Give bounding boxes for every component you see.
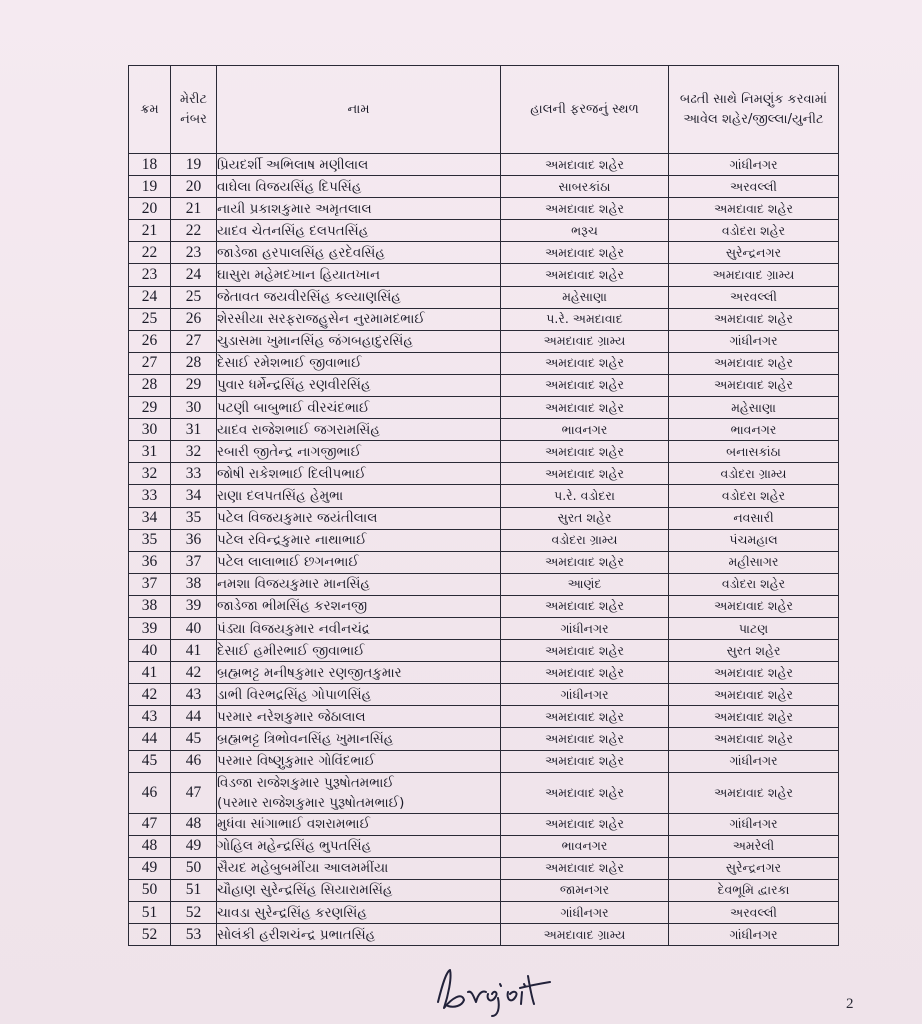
serial-cell: 26 [129,330,171,352]
merit-number-cell: 20 [171,176,217,198]
serial-cell: 20 [129,198,171,220]
table-row [129,419,839,441]
merit-number-cell: 24 [171,264,217,286]
current-posting-cell: અમદાવાદ શહેર [501,750,669,772]
table-body [129,154,839,946]
merit-number-cell: 21 [171,198,217,220]
current-posting-cell: અમદાવાદ શહેર [501,772,669,813]
table-row [129,857,839,879]
name-cell: રબારી જીતેન્દ્ર નાગજીભાઈ [217,441,501,463]
name-cell: દેસાઈ રમેશભાઈ જીવાભાઈ [217,352,501,374]
table-row [129,242,839,264]
name-cell: નાયી પ્રકાશકુમાર અમૃતલાલ [217,198,501,220]
header-serial: ક્રમ [129,66,171,154]
table-row [129,485,839,507]
current-posting-cell: ગાંધીનગર [501,617,669,639]
current-posting-cell: અમદાવાદ શહેર [501,640,669,662]
table-row [129,220,839,242]
serial-cell: 42 [129,684,171,706]
merit-number-cell: 31 [171,419,217,441]
promotion-posting-cell: અમરેલી [669,835,839,857]
promotion-posting-cell: અમદાવાદ શહેર [669,352,839,374]
serial-cell: 30 [129,419,171,441]
promotion-posting-cell: અમદાવાદ ગ્રામ્ય [669,264,839,286]
name-cell: પુવાર ધર્મેન્દ્રસિંહ રણવીરસિંહ [217,374,501,396]
table-row [129,728,839,750]
name-cell: બ્રહ્મભટ્ટ ત્રિભોવનસિંહ ખુમાનસિંહ [217,728,501,750]
name-cell: રાણા દલપતસિંહ હેમુભા [217,485,501,507]
merit-number-cell: 23 [171,242,217,264]
merit-number-cell: 42 [171,662,217,684]
current-posting-cell: અમદાવાદ શહેર [501,242,669,264]
table-header-row [129,66,839,154]
promotion-posting-cell: અરવલ્લી [669,176,839,198]
table-row [129,835,839,857]
promotion-posting-cell: અરવલ્લી [669,286,839,308]
current-posting-cell: વડોદરા ગ્રામ્ય [501,529,669,551]
promotion-posting-cell: નવસારી [669,507,839,529]
table-row [129,441,839,463]
name-cell: પંડ્યા વિજયકુમાર નવીનચંદ્ર [217,617,501,639]
serial-cell: 52 [129,924,171,946]
table-row [129,902,839,924]
table-row [129,879,839,901]
promotion-posting-cell: સુરત શહેર [669,640,839,662]
current-posting-cell: અમદાવાદ ગ્રામ્ય [501,330,669,352]
table-row [129,551,839,573]
promotion-posting-cell: પાટણ [669,617,839,639]
current-posting-cell: ભાવનગર [501,419,669,441]
table-row [129,662,839,684]
promotion-posting-cell: વડોદરા ગ્રામ્ય [669,463,839,485]
table-row [129,352,839,374]
table-row [129,595,839,617]
table-row [129,463,839,485]
serial-cell: 34 [129,507,171,529]
current-posting-cell: પ.રે. અમદાવાદ [501,308,669,330]
serial-cell: 21 [129,220,171,242]
merit-number-cell: 19 [171,154,217,176]
promotion-posting-cell: ગાંધીનગર [669,154,839,176]
merit-number-cell: 44 [171,706,217,728]
current-posting-cell: અમદાવાદ શહેર [501,397,669,419]
header-name: નામ [217,66,501,154]
merit-number-cell: 37 [171,551,217,573]
serial-cell: 18 [129,154,171,176]
promotion-posting-cell: મહેસાણા [669,397,839,419]
name-cell: પટેલ રવિન્દ્રકુમાર નાથાભાઈ [217,529,501,551]
merit-number-cell: 25 [171,286,217,308]
merit-number-cell: 50 [171,857,217,879]
serial-cell: 51 [129,902,171,924]
name-cell: ગોહિલ મહેન્દ્રસિંહ ભુપતસિંહ [217,835,501,857]
name-cell: દેસાઈ હમીરભાઈ જીવાભાઈ [217,640,501,662]
promotion-posting-cell: મહીસાગર [669,551,839,573]
current-posting-cell: અમદાવાદ શહેર [501,728,669,750]
promotion-posting-cell: પંચમહાલ [669,529,839,551]
serial-cell: 48 [129,835,171,857]
serial-cell: 50 [129,879,171,901]
table-row [129,286,839,308]
header-merit-number: મેરીટ નંબર [171,66,217,154]
promotion-posting-cell: દેવભૂમિ દ્વારકા [669,879,839,901]
promotion-posting-cell: અરવલ્લી [669,902,839,924]
promotion-posting-cell: અમદાવાદ શહેર [669,706,839,728]
signature [428,962,558,1018]
serial-cell: 24 [129,286,171,308]
current-posting-cell: અમદાવાદ શહેર [501,154,669,176]
merit-number-cell: 53 [171,924,217,946]
table-row [129,154,839,176]
merit-number-cell: 32 [171,441,217,463]
current-posting-cell: અમદાવાદ ગ્રામ્ય [501,924,669,946]
table-row [129,529,839,551]
merit-number-cell: 38 [171,573,217,595]
promotion-posting-cell: અમદાવાદ શહેર [669,595,839,617]
current-posting-cell: આણંદ [501,573,669,595]
name-cell: યાદવ રાજેશભાઈ જગરામસિંહ [217,419,501,441]
serial-cell: 40 [129,640,171,662]
merit-number-cell: 33 [171,463,217,485]
serial-cell: 19 [129,176,171,198]
header-promotion-posting: બઢતી સાથે નિમણુંક કરવામાં આવેલ શહેર/જીલ્લા/યુનીટ [669,66,839,154]
table-row [129,750,839,772]
table-row [129,264,839,286]
name-cell: નમશા વિજયકુમાર માનસિંહ [217,573,501,595]
serial-cell: 37 [129,573,171,595]
promotion-posting-cell: વડોદરા શહેર [669,573,839,595]
name-cell: પટેલ લાલાભાઈ છગનભાઈ [217,551,501,573]
merit-number-cell: 47 [171,772,217,813]
current-posting-cell: અમદાવાદ શહેર [501,352,669,374]
name-cell: ડાભી વિરભદ્રસિંહ ગોપાળસિંહ [217,684,501,706]
merit-number-cell: 30 [171,397,217,419]
serial-cell: 23 [129,264,171,286]
current-posting-cell: સાબરકાંઠા [501,176,669,198]
serial-cell: 43 [129,706,171,728]
name-cell [217,772,501,813]
promotion-posting-cell: વડોદરા શહેર [669,485,839,507]
current-posting-cell: અમદાવાદ શહેર [501,662,669,684]
merit-number-cell: 22 [171,220,217,242]
name-cell: સોલંકી હરીશચંન્દ્ર પ્રભાતસિંહ [217,924,501,946]
promotion-posting-cell: અમદાવાદ શહેર [669,772,839,813]
table-row [129,374,839,396]
promotion-posting-cell: અમદાવાદ શહેર [669,662,839,684]
current-posting-cell: અમદાવાદ શહેર [501,463,669,485]
current-posting-cell: અમદાવાદ શહેર [501,857,669,879]
promotion-posting-cell: ગાંધીનગર [669,330,839,352]
merit-number-cell: 41 [171,640,217,662]
promotion-posting-cell: બનાસકાંઠા [669,441,839,463]
page-number: 2 [846,996,854,1012]
name-cell: ચુડાસમા ખુમાનસિંહ જંગબહાદુરસિંહ [217,330,501,352]
name-cell: ઘાસુરા મહેમદખાન હિયાતખાન [217,264,501,286]
table-row [129,684,839,706]
current-posting-cell: ગાંધીનગર [501,902,669,924]
merit-number-cell: 40 [171,617,217,639]
name-cell: ચાવડા સુરેન્દ્રસિંહ કરણસિંહ [217,902,501,924]
current-posting-cell: સુરત શહેર [501,507,669,529]
current-posting-cell: અમદાવાદ શહેર [501,706,669,728]
table-row [129,330,839,352]
merit-number-cell: 39 [171,595,217,617]
current-posting-cell: પ.રે. વડોદરા [501,485,669,507]
table-row [129,706,839,728]
table-row [129,924,839,946]
table-row [129,507,839,529]
table-row [129,308,839,330]
current-posting-cell: અમદાવાદ શહેર [501,264,669,286]
name-cell: યાદવ ચેતનસિંહ દલપતસિંહ [217,220,501,242]
current-posting-cell: અમદાવાદ શહેર [501,813,669,835]
current-posting-cell: જામનગર [501,879,669,901]
table-row [129,198,839,220]
current-posting-cell: ભરૂચ [501,220,669,242]
name-cell: મુધંવા સાંગાભાઈ વશરામભાઈ [217,813,501,835]
name-cell: જાડેજા ભીમસિંહ કરશનજી [217,595,501,617]
promotion-posting-cell: અમદાવાદ શહેર [669,198,839,220]
serial-cell: 38 [129,595,171,617]
name-cell: વાઘેલા વિજયસિંહ દિપસિંહ [217,176,501,198]
name-cell: સૈયદ મહેબુબમીંયા આલમમીંયા [217,857,501,879]
promotion-posting-cell: સુરેન્દ્રનગર [669,857,839,879]
table-row [129,617,839,639]
promotion-posting-cell: અમદાવાદ શહેર [669,308,839,330]
name-cell: પ્રિયદર્શી અભિલાષ મણીલાલ [217,154,501,176]
promotion-posting-cell: ગાંધીનગર [669,924,839,946]
merit-number-cell: 34 [171,485,217,507]
serial-cell: 28 [129,374,171,396]
table-row [129,176,839,198]
promotion-posting-cell: સુરેન્દ્રનગર [669,242,839,264]
merit-number-cell: 45 [171,728,217,750]
serial-cell: 39 [129,617,171,639]
table-row [129,640,839,662]
name-cell: જોષી રાકેશભાઈ દિલીપભાઈ [217,463,501,485]
promotion-posting-cell: ગાંધીનગર [669,750,839,772]
merit-number-cell: 26 [171,308,217,330]
merit-number-cell: 46 [171,750,217,772]
promotion-posting-cell: અમદાવાદ શહેર [669,374,839,396]
merit-number-cell: 48 [171,813,217,835]
serial-cell: 35 [129,529,171,551]
table-row [129,772,839,813]
serial-cell: 46 [129,772,171,813]
serial-cell: 49 [129,857,171,879]
current-posting-cell: ગાંધીનગર [501,684,669,706]
merit-number-cell: 49 [171,835,217,857]
serial-cell: 31 [129,441,171,463]
name-cell: પટણી બાબુભાઈ વીરચંદભાઈ [217,397,501,419]
promotion-posting-cell: વડોદરા શહેર [669,220,839,242]
merit-number-cell: 36 [171,529,217,551]
header-current-posting: હાલની ફરજનું સ્થળ [501,66,669,154]
name-cell: બ્રહ્મભટ્ટ મનીષકુમાર રણજીતકુમાર [217,662,501,684]
current-posting-cell: અમદાવાદ શહેર [501,374,669,396]
serial-cell: 22 [129,242,171,264]
current-posting-cell: અમદાવાદ શહેર [501,595,669,617]
promotion-posting-cell: ગાંધીનગર [669,813,839,835]
promotion-posting-cell: અમદાવાદ શહેર [669,684,839,706]
name-cell: ચૌહાણ સુરેન્દ્રસિંહ સિયારામસિંહ [217,879,501,901]
merit-number-cell: 35 [171,507,217,529]
promotion-posting-cell: અમદાવાદ શહેર [669,728,839,750]
name-line: વિડજા રાજેશકુમાર પુરૂષોતમભાઈ [217,774,394,791]
promotion-posting-cell: ભાવનગર [669,419,839,441]
name-cell: પરમાર નરેશકુમાર જેઠાલાલ [217,706,501,728]
merit-number-cell: 27 [171,330,217,352]
current-posting-cell: ભાવનગર [501,835,669,857]
merit-number-cell: 52 [171,902,217,924]
merit-number-cell: 51 [171,879,217,901]
serial-cell: 33 [129,485,171,507]
promotion-table [128,65,839,946]
name-cell: પટેલ વિજયકુમાર જયંતીલાલ [217,507,501,529]
serial-cell: 25 [129,308,171,330]
name-cell: જાડેજા હરપાલસિંહ હરદેવસિંહ [217,242,501,264]
serial-cell: 29 [129,397,171,419]
name-cell: શેરસીયા સરફરાજહુસેન નુરમામદભાઈ [217,308,501,330]
merit-number-cell: 43 [171,684,217,706]
table-row [129,813,839,835]
current-posting-cell: અમદાવાદ શહેર [501,198,669,220]
current-posting-cell: મહેસાણા [501,286,669,308]
current-posting-cell: અમદાવાદ શહેર [501,441,669,463]
table-row [129,573,839,595]
merit-number-cell: 29 [171,374,217,396]
serial-cell: 45 [129,750,171,772]
alternate-name-line: (પરમાર રાજેશકુમાર પુરૂષોતમભાઈ) [217,794,405,811]
name-cell: પરમાર વિષ્ણુકુમાર ગોવિંદભાઈ [217,750,501,772]
name-cell: જેતાવત જયવીરસિંહ કલ્યાણસિંહ [217,286,501,308]
serial-cell: 27 [129,352,171,374]
serial-cell: 36 [129,551,171,573]
table-row [129,397,839,419]
serial-cell: 44 [129,728,171,750]
merit-number-cell: 28 [171,352,217,374]
current-posting-cell: અમદાવાદ શહેર [501,551,669,573]
serial-cell: 47 [129,813,171,835]
serial-cell: 32 [129,463,171,485]
serial-cell: 41 [129,662,171,684]
